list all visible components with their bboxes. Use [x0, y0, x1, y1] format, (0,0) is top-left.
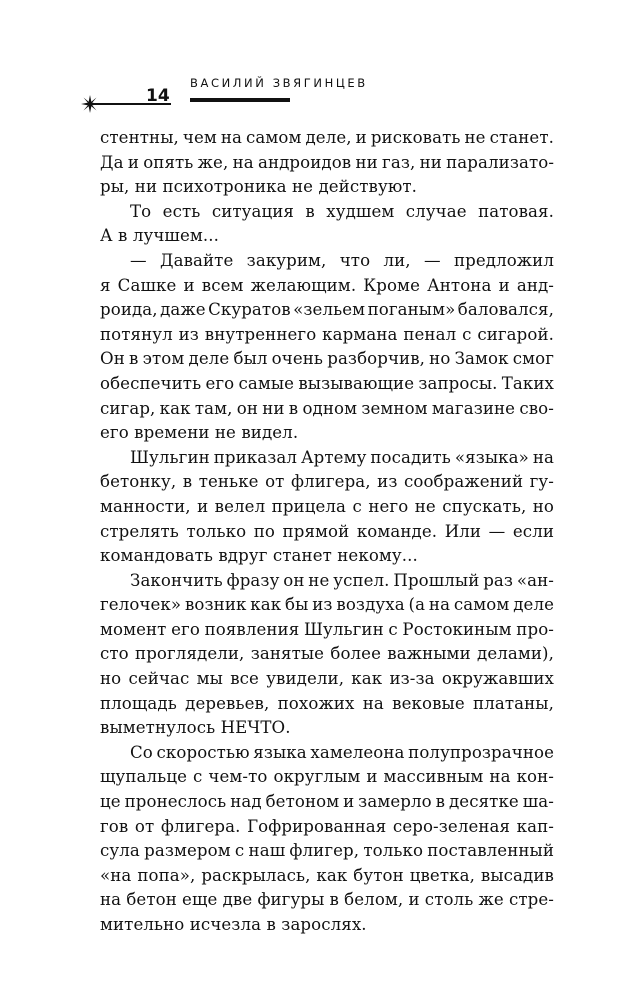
text-line: Да и опять же, на андроидов ни газ, ни парализато-: [100, 152, 555, 172]
text-line: сула размером с наш флигер, только поставленный: [100, 841, 554, 861]
paragraph: [100, 569, 554, 741]
text-line: манности, и велел прицела с него не спускать, но: [100, 496, 555, 516]
paragraph: [100, 126, 554, 200]
text-line: обеспечить его самые вызывающие запросы. Таких: [100, 373, 555, 393]
text-line: — Давайте закурим, что ли, — предложил: [130, 250, 554, 270]
paragraph: [100, 446, 554, 569]
text-line: роида, даже Скуратов «зельем поганым» баловался,: [100, 300, 555, 320]
text-line: выметнулось НЕЧТО.: [100, 718, 291, 738]
text-line: ры, ни психотроника не действуют.: [100, 177, 418, 197]
text-line: потянул из внутреннего кармана пенал с сигарой.: [100, 324, 555, 344]
text-line: Шульгин приказал Артему посадить «языка» на: [130, 447, 554, 467]
text-line: щупальце с чем-то округлым и массивным на кон-: [100, 767, 555, 787]
text-line: гелочек» возник как бы из воздуха (а на самом деле: [100, 595, 555, 615]
text-line: Он в этом деле был очень разборчив, но Замок смог: [100, 349, 555, 369]
text-line: Закончить фразу он не успел. Прошлый раз «ан-: [130, 570, 554, 590]
paragraph: [100, 741, 554, 938]
text-line: сигар, как там, он ни в одном земном магазине сво-: [100, 398, 554, 418]
header-rule: [190, 98, 290, 102]
text-line: це пронеслось над бетоном и замерло в десятке ша-: [100, 792, 554, 812]
text-line: А в лучшем...: [100, 226, 220, 246]
text-line: «на попа», раскрылась, как бутон цветка, высадив: [100, 865, 554, 885]
text-line: но сейчас мы все увидели, как из-за окружавших: [100, 669, 554, 689]
text-line: Со скоростью языка хамелеона полупрозрачное: [130, 742, 555, 762]
page-number: 14: [146, 86, 170, 106]
text-line: стрелять только по прямой команде. Или — если: [100, 521, 555, 541]
text-line: гов от флигера. Гофрированная серо-зеленая кап-: [100, 816, 555, 836]
paragraph: [100, 249, 554, 446]
text-line: стентны, чем на самом деле, и рисковать не станет.: [100, 128, 554, 147]
running-header: [0, 0, 619, 110]
text-line: командовать вдруг станет некому...: [100, 546, 418, 566]
running-head-author: ВАСИЛИЙ ЗВЯГИНЦЕВ: [190, 76, 368, 90]
text-line: мительно исчезла в зарослях.: [100, 915, 367, 934]
text-line: его времени не видел.: [100, 423, 299, 443]
body-text: [100, 126, 554, 938]
text-line: бетонку, в теньке от флигера, из соображений гу-: [100, 472, 554, 492]
text-line: на бетон еще две фигуры в белом, и столь же стре-: [100, 890, 554, 910]
text-line: момент его появления Шульгин с Ростокиным про-: [100, 619, 554, 639]
text-line: площадь деревьев, похожих на вековые платаны,: [100, 693, 554, 713]
text-line: я Сашке и всем желающим. Кроме Антона и анд-: [100, 275, 555, 295]
paragraph: [100, 200, 554, 249]
text-line: То есть ситуация в худшем случае патовая.: [130, 201, 554, 221]
text-line: сто проглядели, занятые более важными делами),: [100, 644, 554, 664]
